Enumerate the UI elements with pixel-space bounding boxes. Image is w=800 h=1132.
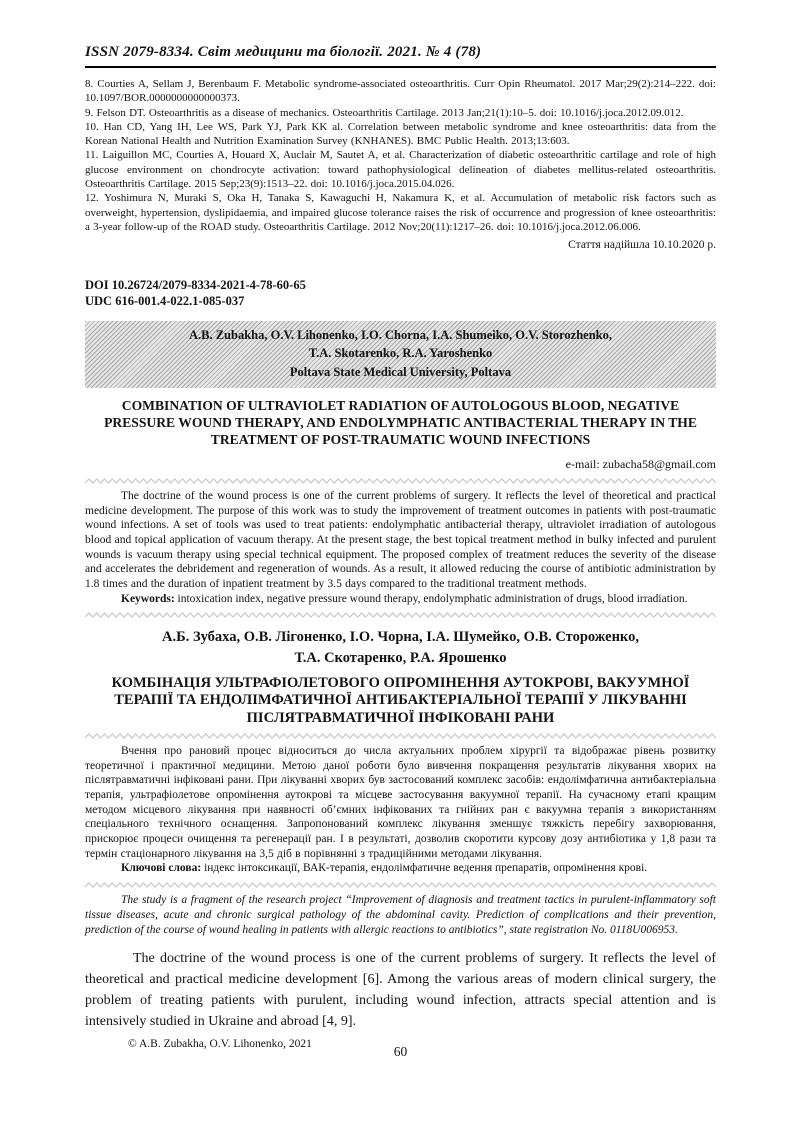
abstract-uk: Вчення про рановий процес відноситься до числа актуальних проблем хірургії та відображає рівень розвитку теоретичної і практичної медицини. Метою даної роботи було вивчення покращення результатів лікування хворих на післятравматичні інфіковані рани. При лікуванні хворих був застосований комплекс засобів: ендолімфатична антибактеріальна терапія, ультрафіолетове опромінення аутокрові та місцеве застосування вакуумної терапії. На сучасному етапі кращим методом місцевого лікування при наявності об’ємних інфікованих та гнійних ран є вакуумна терапія з використанням спеціального технічного оснащення. Запропонований комплекс лікування зменшує тяжкість перебігу захворювання, прискорює процеси очищення та регенерації ран. І в результаті, дозволив скоротити курсову дозу антибіотика у 1,8 рази та термін стаціонарного лікування на 3,5 діб в порівнянні з традиційними методами лікування. [85, 745, 716, 860]
page-footer [85, 1038, 716, 1064]
abstract-en: The doctrine of the wound process is one of the current problems of surgery. It reflects the level of theoretical and practical medicine development. The purpose of this work was to study the improvement of treatment outcomes in patients with post-traumatic wound infections. A set of tools was used to treat patients: endolymphatic antibacterial therapy, ultraviolet irradiation of autologous blood and topical application of vacuum therapy. At the present stage, the best topical treatment method in bulky infected and purulent wounds is vacuum therapy using special technical equipment. The proposed complex of treatment reduces the severity of the disease and accelerates the debridement and regeneration of wounds. As a result, it allowed reducing the course of antibiotic administration by 1.8 times and the duration of inpatient treatment by 3.5 days compared to the traditional treatment methods. [85, 490, 716, 590]
references-list [85, 77, 716, 234]
keywords-en [85, 592, 716, 607]
keywords-en-label: Keywords: [121, 592, 175, 605]
research-project-note: The study is a fragment of the research project “Improvement of diagnosis and treatment tactics in purulent-inflammatory soft tissue diseases, acute and chronic surgical pathology of the abdominal cavity. Prediction of complications and their prevention, prediction of the course of wound healing in patients with allergic reactions to antibiotics”, state registration No. 0118U006953. [85, 893, 716, 936]
authors-en-line1: A.B. Zubakha, O.V. Lihonenko, I.O. Chorna, I.A. Shumeiko, O.V. Storozhenko, [188, 328, 613, 343]
page-number: 60 [393, 1043, 408, 1059]
udc-line: UDC 616-001.4-022.1-085-037 [85, 294, 245, 309]
keywords-uk-text: індекс інтоксикації, ВАК-терапія, ендолімфатичне ведення препаратів, опромінення крові. [201, 862, 648, 875]
reference-item: 8. Courties A, Sellam J, Berenbaum F. Metabolic syndrome-associated osteoarthritis. Curr Opin Rheumatol. 2017 Mar;29(2):214–222. doi: 10.1097/BOR.0000000000000373. [85, 78, 716, 105]
journal-issn-header: ISSN 2079-8334. Світ медицини та біології. 2021. № 4 (78) [85, 44, 716, 68]
authors-uk [85, 627, 716, 668]
article-identifiers [85, 277, 716, 309]
authors-en-box [85, 321, 716, 387]
authors-uk-line1: А.Б. Зубаха, О.В. Лігоненко, І.О. Чорна, І.А. Шумейко, О.В. Стороженко, [162, 629, 639, 646]
reference-item: 11. Laiguillon MC, Courties A, Houard X, Auclair M, Sautet A, et al. Characterization of diabetic osteoarthritic cartilage and role of high glucose environment on chondrocyte activation: toward pathophysiological delineation of diabetes mellitus-related osteoarthritis. Osteoarthritis Cartilage. 2015 Sep;23(9):1513–22. doi: 10.1016/j.joca.2015.04.026. [85, 149, 716, 191]
doi-line: DOI 10.26724/2079-8334-2021-4-78-60-65 [85, 278, 306, 293]
zigzag-line [85, 612, 716, 618]
reference-item: 12. Yoshimura N, Muraki S, Oka H, Tanaka S, Kawaguchi H, Nakamura K, et al. Accumulation of metabolic risk factors such as overweight, hypertension, dyslipidaemia, and impaired glucose tolerance raises the risk of occurrence and progression of knee osteoarthritis: a 3-year follow-up of the ROAD study. Osteoarthritis Cartilage. 2012 Nov;20(11):1217–26. doi: 10.1016/j.joca.2012.06.006. [85, 192, 716, 233]
authors-en-line2: T.A. Skotarenko, R.A. Yaroshenko [308, 346, 493, 361]
reference-item: 10. Han CD, Yang IH, Lee WS, Park YJ, Park KK al. Correlation between metabolic syndrome and knee osteoarthritis: data from the Korean National Health and Nutrition Examination Survey (KNHANES). BMC Public Health. 2013;13:603. [85, 120, 716, 148]
reference-item: 9. Felson DT. Osteoarthritis as a disease of mechanics. Osteoarthritis Cartilage. 2013 Jan;21(1):10–5. doi: 10.1016/j.joca.2012.09.012. [85, 106, 684, 119]
zigzag-divider [85, 478, 716, 484]
zigzag-divider [85, 882, 716, 888]
zigzag-line [85, 882, 716, 888]
body-paragraph: The doctrine of the wound process is one of the current problems of surgery. It reflects the level of theoretical and practical medicine development [6]. Among the various areas of modern clinical surgery, the problem of treating patients with purulent, including wound infection, attracts special attention and is intensively studied in Ukraine and abroad [4, 9]. [85, 950, 716, 1029]
zigzag-divider [85, 733, 716, 739]
authors-uk-line2: Т.А. Скотаренко, Р.А. Ярошенко [294, 649, 507, 666]
zigzag-divider [85, 612, 716, 618]
article-title-en: COMBINATION OF ULTRAVIOLET RADIATION OF AUTOLOGOUS BLOOD, NEGATIVE PRESSURE WOUND THERAPY, AND ENDOLYMPHATIC ANTIBACTERIAL THERAPY IN THE TREATMENT OF POST-TRAUMATIC WOUND INFECTIONS [104, 397, 697, 447]
article-title-uk: КОМБІНАЦІЯ УЛЬТРАФІОЛЕТОВОГО ОПРОМІНЕННЯ АУТОКРОВІ, ВАКУУМНОЇ ТЕРАПІЇ ТА ЕНДОЛІМФАТИЧНОЇ АНТИБАКТЕРІАЛЬНОЇ ТЕРАПІЇ У ЛІКУВАННІ ПІСЛЯТРАВМАТИЧНОЇ ІНФІКОВАНІ РАНИ [111, 674, 690, 726]
article-received-date: Стаття надійшла 10.10.2020 р. [568, 239, 716, 252]
keywords-en-text: intoxication index, negative pressure wound therapy, endolymphatic administration of drugs, blood irradiation. [174, 592, 688, 605]
zigzag-line [85, 478, 716, 484]
zigzag-line [85, 733, 716, 739]
keywords-uk-label: Ключові слова: [121, 862, 202, 875]
keywords-uk [85, 861, 716, 876]
contact-email: e-mail: zubacha58@gmail.com [565, 457, 716, 472]
copyright-line: © A.B. Zubakha, O.V. Lihonenko, 2021 [128, 1037, 312, 1050]
affiliation-en: Poltava State Medical University, Poltava [289, 364, 512, 379]
